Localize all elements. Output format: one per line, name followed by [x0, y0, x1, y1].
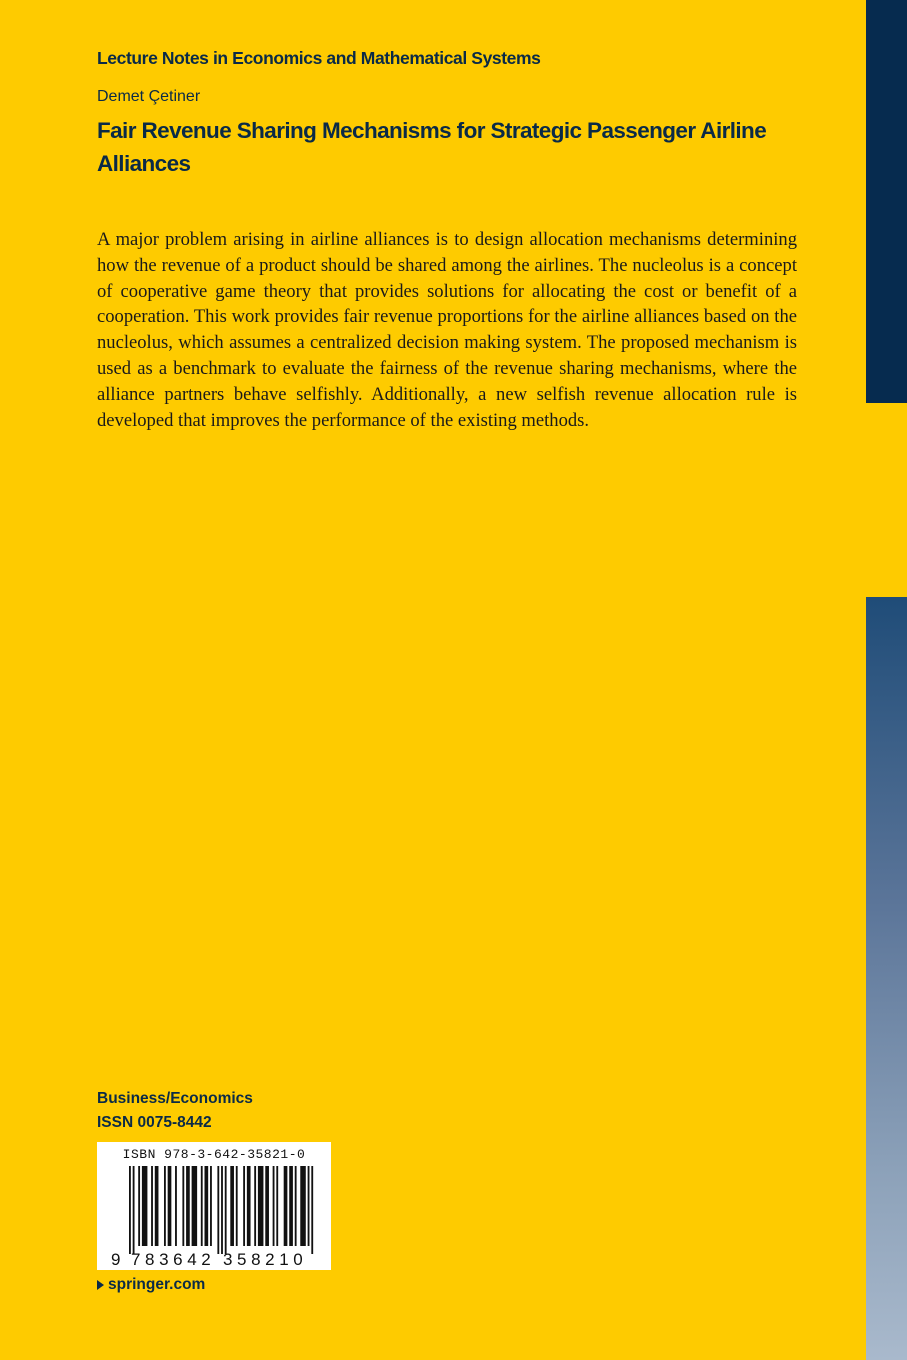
author-name: Demet Çetiner	[97, 88, 201, 105]
barcode-bar	[168, 1166, 172, 1246]
barcode-digits-left: 783642	[131, 1250, 216, 1269]
isbn-barcode	[97, 1142, 331, 1270]
barcode-digits	[97, 1250, 331, 1270]
book-abstract: A major problem arising in airline alliances is to design allocation mechanisms determining how the revenue of a product should be shared among the airlines. The nucleolus is a concept of cooperative game theory that provides solutions for allocating the cost or benefit of a cooperation. This work provides fair revenue proportions for the airline alliances based on the nucleolus, which assumes a centralized decision making system. The proposed mechanism is used as a benchmark to evaluate the fairness of the revenue sharing mechanisms, where the alliance partners behave selfishly. Additionally, a new selfish revenue allocation rule is developed that improves the performance of the existing methods.	[97, 229, 797, 431]
barcode-bar	[276, 1166, 278, 1246]
barcode-bar	[289, 1166, 293, 1246]
barcode-bar	[142, 1166, 148, 1246]
barcode-bar	[236, 1166, 238, 1246]
barcode-bar	[247, 1166, 251, 1246]
barcode-digits-right: 358210	[223, 1250, 308, 1269]
barcode-bar	[230, 1166, 234, 1246]
barcode-bar	[284, 1166, 288, 1246]
publisher-link-text: springer.com	[108, 1276, 206, 1293]
triangle-right-icon	[97, 1280, 104, 1290]
barcode-bar	[182, 1166, 184, 1246]
barcode-bar	[210, 1166, 212, 1246]
barcode-bar	[205, 1166, 209, 1246]
decorative-bar-bottom	[866, 597, 907, 1360]
barcode-bar	[273, 1166, 275, 1246]
barcode-bar	[295, 1166, 297, 1246]
subject-category: Business/Economics	[97, 1090, 253, 1107]
barcode-bar	[175, 1166, 177, 1246]
publisher-link[interactable]	[97, 1276, 205, 1294]
barcode-bar	[300, 1166, 306, 1246]
barcode-bar	[151, 1166, 153, 1246]
barcode-bar	[186, 1166, 190, 1246]
barcode-bar	[155, 1166, 159, 1246]
barcode-bar	[192, 1166, 198, 1246]
barcode-bar	[138, 1166, 140, 1246]
barcode-bar	[243, 1166, 245, 1246]
decorative-bar-top	[866, 0, 907, 403]
barcode-bar	[225, 1166, 227, 1254]
barcode-bar	[201, 1166, 203, 1246]
book-title: Fair Revenue Sharing Mechanisms for Strategic Passenger Airline Alliances	[97, 118, 767, 176]
barcode-bar	[254, 1166, 256, 1246]
barcode-bar	[311, 1166, 313, 1254]
barcode-bar	[164, 1166, 166, 1246]
barcode-bar	[258, 1166, 264, 1246]
series-name: Lecture Notes in Economics and Mathematical Systems	[97, 48, 541, 68]
barcode-bar	[308, 1166, 310, 1246]
isbn-label: ISBN 978-3-642-35821-0	[122, 1147, 306, 1162]
barcode-bar	[265, 1166, 269, 1246]
issn-number: ISSN 0075-8442	[97, 1114, 212, 1131]
barcode-bar	[129, 1166, 131, 1254]
barcode-bar	[221, 1166, 223, 1254]
barcode-bar	[133, 1166, 135, 1254]
barcode-digit-first: 9	[111, 1250, 121, 1269]
barcode-bar	[217, 1166, 219, 1254]
